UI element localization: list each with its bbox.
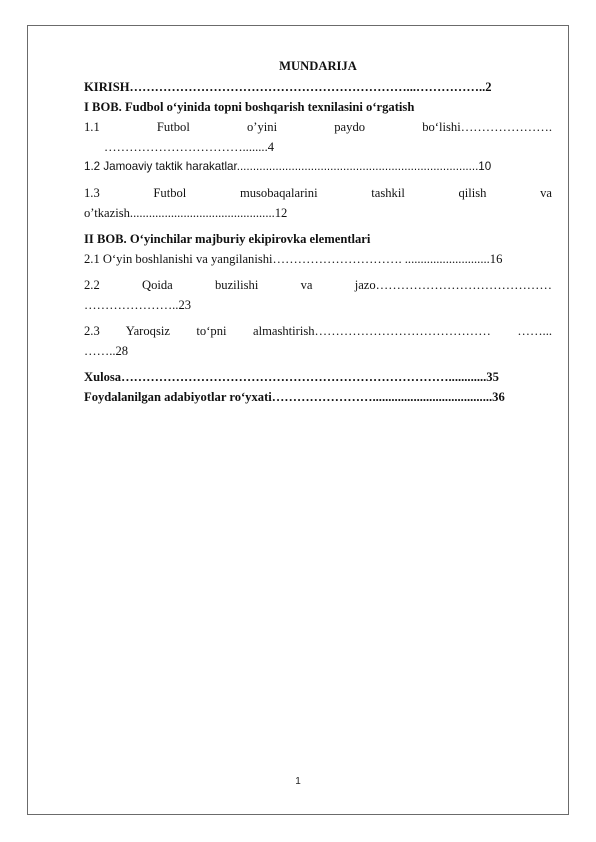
toc-entry-2-3: 2.3 Yaroqsiz to‘pni almashtirish…………………………………… ……... (84, 324, 552, 338)
toc-entry-2-2: 2.2 Qoida buzilishi va jazo…………………………………… (84, 278, 552, 292)
toc-entry-2-3-cont: ……..28 (84, 344, 129, 358)
toc-entry-1-2: 1.2 Jamoaviy taktik harakatlar...........................................................................10 (84, 160, 492, 173)
toc-entry-xulosa: Xulosa……………………………………………………………………............35 (84, 370, 499, 384)
toc-entry-adabiyotlar: Foydalanilgan adabiyotlar ro‘yxati……………………......................................36 (84, 390, 505, 404)
toc-entry-1-3: 1.3 Futbol musobaqalarini tashkil qilish va (84, 186, 552, 200)
toc-entry-2-2-cont: …………………..23 (84, 298, 192, 312)
toc-entry-1-3-cont: o’tkazish..............................................12 (84, 206, 288, 220)
toc-chapter-2: II BOB. O‘yinchilar majburiy ekipirovka elementlari (84, 232, 371, 246)
toc-title: MUNDARIJA (279, 59, 357, 73)
toc-entry-2-1: 2.1 O‘yin boshlanishi va yangilanishi…………………………. ...........................16 (84, 252, 503, 266)
table-of-contents (84, 55, 552, 407)
toc-entry-kirish: KIRISH…………………………………………………………...……………..2 (84, 80, 492, 94)
toc-entry-1-1-cont: ……………………………........4 (104, 140, 275, 154)
page-number: 1 (295, 776, 301, 787)
toc-entry-1-1: 1.1 Futbol o’yini paydo bo‘lishi…………………. (84, 120, 552, 134)
toc-chapter-1: I BOB. Fudbol o‘yinida topni boshqarish texnilasini o‘rgatish (84, 100, 415, 114)
